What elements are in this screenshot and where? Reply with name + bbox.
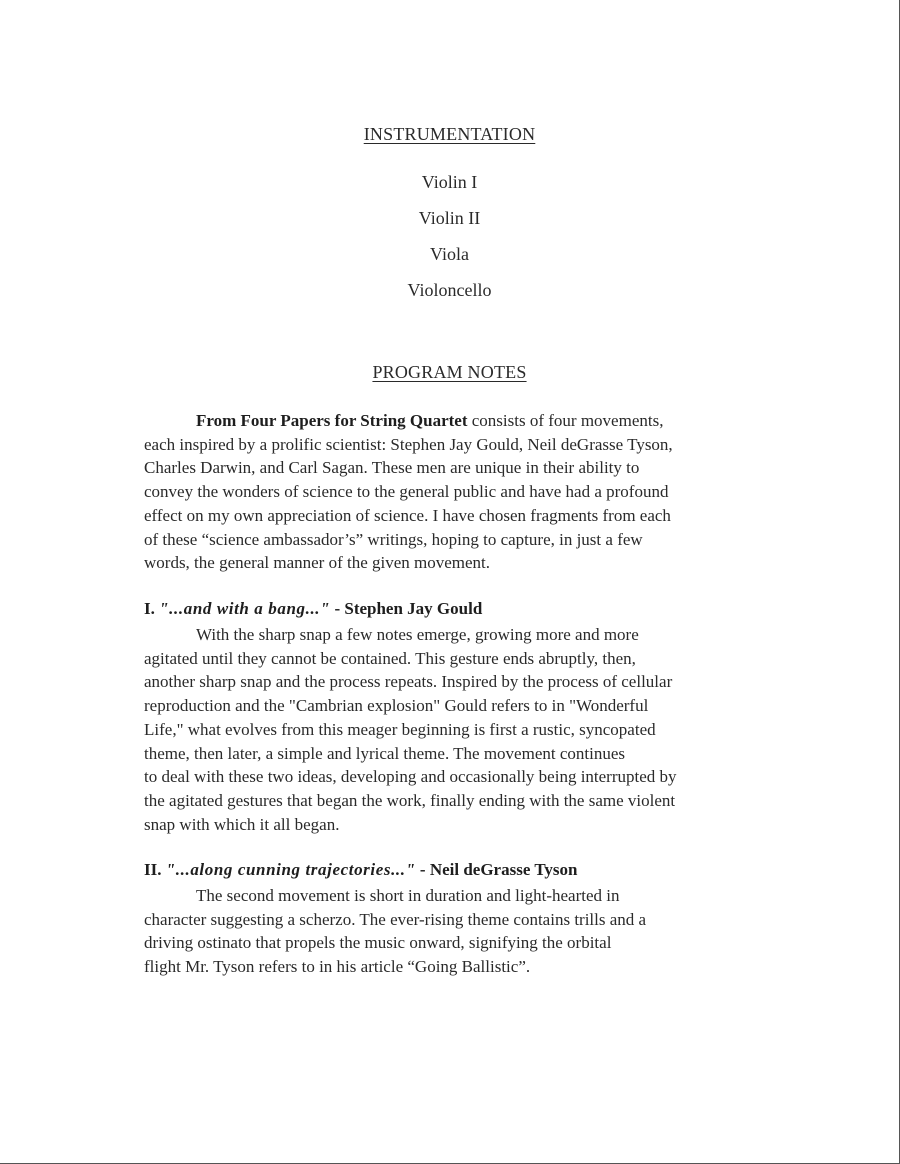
text-line: The second movement is short in duration and light-hearted in [196,886,620,905]
text-line: snap with which it all began. [144,814,340,834]
work-title: From Four Papers for String Quartet [196,411,468,430]
text-line: effect on my own appreciation of science. I have chosen fragments from each [144,505,671,525]
instrument-violoncello: Violoncello [407,280,492,300]
text-line: the agitated gestures that began the work, finally ending with the same violent [144,790,676,810]
movement-1-heading: I. "...and with a bang..." - Stephen Jay Gould [144,599,483,618]
text-line: convey the wonders of science to the general public and have had a profound [144,482,669,502]
text-line: character suggesting a scherzo. The ever-rising theme contains trills and a [144,909,647,929]
text-line: With the sharp snap a few notes emerge, growing more and more [196,625,639,644]
program-notes-heading: PROGRAM NOTES [372,362,527,382]
text-line: agitated until they cannot be contained. This gesture ends abruptly, then, [144,648,636,668]
text-line: Charles Darwin, and Carl Sagan. These men are unique in their ability to [144,458,640,478]
movement-2-quote: "...along cunning trajectories..." [165,860,416,879]
text-line: each inspired by a prolific scientist: Stephen Jay Gould, Neil deGrasse Tyson, [144,434,673,454]
movement-1-author: - Stephen Jay Gould [330,599,483,618]
text-line: of these “science ambassador’s” writings, hoping to capture, in just a few [144,529,643,549]
movement-2-heading: II. "...along cunning trajectories..." - Neil deGrasse Tyson [144,860,578,879]
instrument-viola: Viola [430,244,469,264]
movement-1-quote: "...and with a bang..." [159,599,331,618]
text-line: theme, then later, a simple and lyrical theme. The movement continues [144,743,625,763]
movement-2-paragraph [144,884,764,979]
text-line: flight Mr. Tyson refers to in his article “Going Ballistic”. [144,957,531,977]
movement-1-paragraph [144,623,764,836]
text-line: driving ostinato that propels the music onward, signifying the orbital [144,933,612,953]
text-line: words, the general manner of the given movement. [144,553,491,573]
instrument-violin-2: Violin II [418,208,481,228]
text-line: reproduction and the "Cambrian explosion" Gould refers to in "Wonderful [144,696,649,716]
instrumentation-heading: INSTRUMENTATION [363,124,536,144]
text-line: Life," what evolves from this meager beginning is first a rustic, syncopated [144,719,656,739]
movement-2-author: - Neil deGrasse Tyson [415,860,578,879]
intro-paragraph [144,409,764,575]
text-line: to deal with these two ideas, developing and occasionally being interrupted by [144,767,677,787]
text-line: another sharp snap and the process repeats. Inspired by the process of cellular [144,672,673,692]
instrument-violin-1: Violin I [421,172,478,192]
text-line: From Four Papers for String Quartet consists of four movements, [196,411,664,430]
